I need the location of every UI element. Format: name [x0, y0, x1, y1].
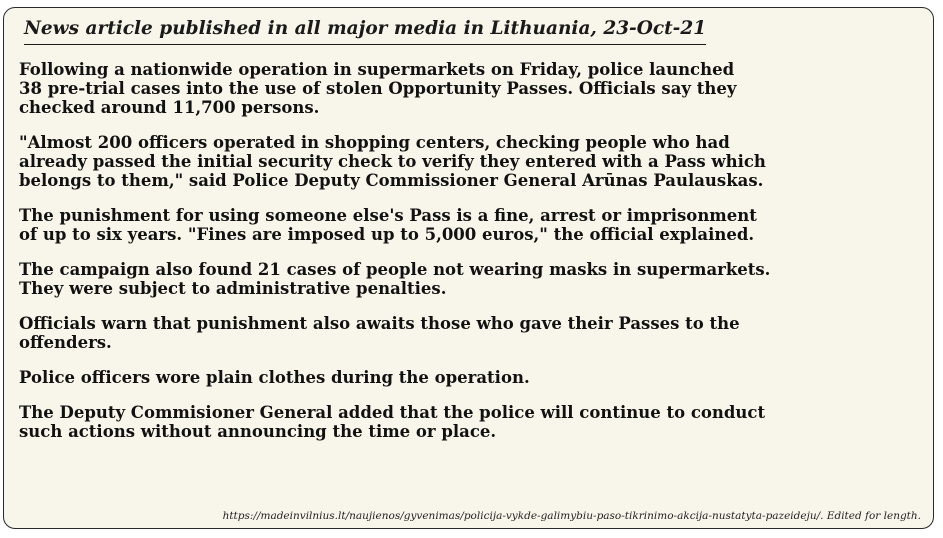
paragraph-quote-officers [19, 133, 927, 190]
text-line: such actions without announcing the time or place. [19, 422, 497, 441]
text-line: of up to six years. "Fines are imposed up to 5,000 euros," the official explained. [19, 225, 755, 244]
paragraph-plain-clothes [19, 368, 927, 387]
article-card [3, 7, 934, 529]
paragraph-operation-summary [19, 60, 927, 117]
article-heading: News article published in all major media in Lithuania, 23-Oct-21 [24, 16, 706, 45]
text-line: "Almost 200 officers operated in shopping centers, checking people who had [19, 133, 730, 152]
text-line: Following a nationwide operation in supermarkets on Friday, police launched [19, 60, 735, 79]
paragraph-future-actions [19, 403, 927, 441]
paragraph-pass-givers [19, 314, 927, 352]
article-body [19, 60, 927, 457]
source-citation: https://madeinvilnius.lt/naujienos/gyvenimas/policija-vykde-galimybiu-paso-tikrinimo-akcija-nustatyta-pazeideju/. Edited for length. [222, 510, 921, 522]
text-line: checked around 11,700 persons. [19, 98, 320, 117]
text-line: 38 pre-trial cases into the use of stolen Opportunity Passes. Officials say they [19, 79, 737, 98]
text-line: offenders. [19, 333, 112, 352]
paragraph-punishment [19, 206, 927, 244]
text-line: The punishment for using someone else's Pass is a fine, arrest or imprisonment [19, 206, 757, 225]
text-line: The Deputy Commisioner General added that the police will continue to conduct [19, 403, 766, 422]
paragraph-masks [19, 260, 927, 298]
text-line: They were subject to administrative penalties. [19, 279, 447, 298]
text-line: The campaign also found 21 cases of people not wearing masks in supermarkets. [19, 260, 771, 279]
text-line: Police officers wore plain clothes during the operation. [19, 368, 530, 387]
text-line: already passed the initial security check to verify they entered with a Pass which [19, 152, 766, 171]
text-line: Officials warn that punishment also awaits those who gave their Passes to the [19, 314, 740, 333]
text-line: belongs to them," said Police Deputy Commissioner General Arūnas Paulauskas. [19, 171, 764, 190]
